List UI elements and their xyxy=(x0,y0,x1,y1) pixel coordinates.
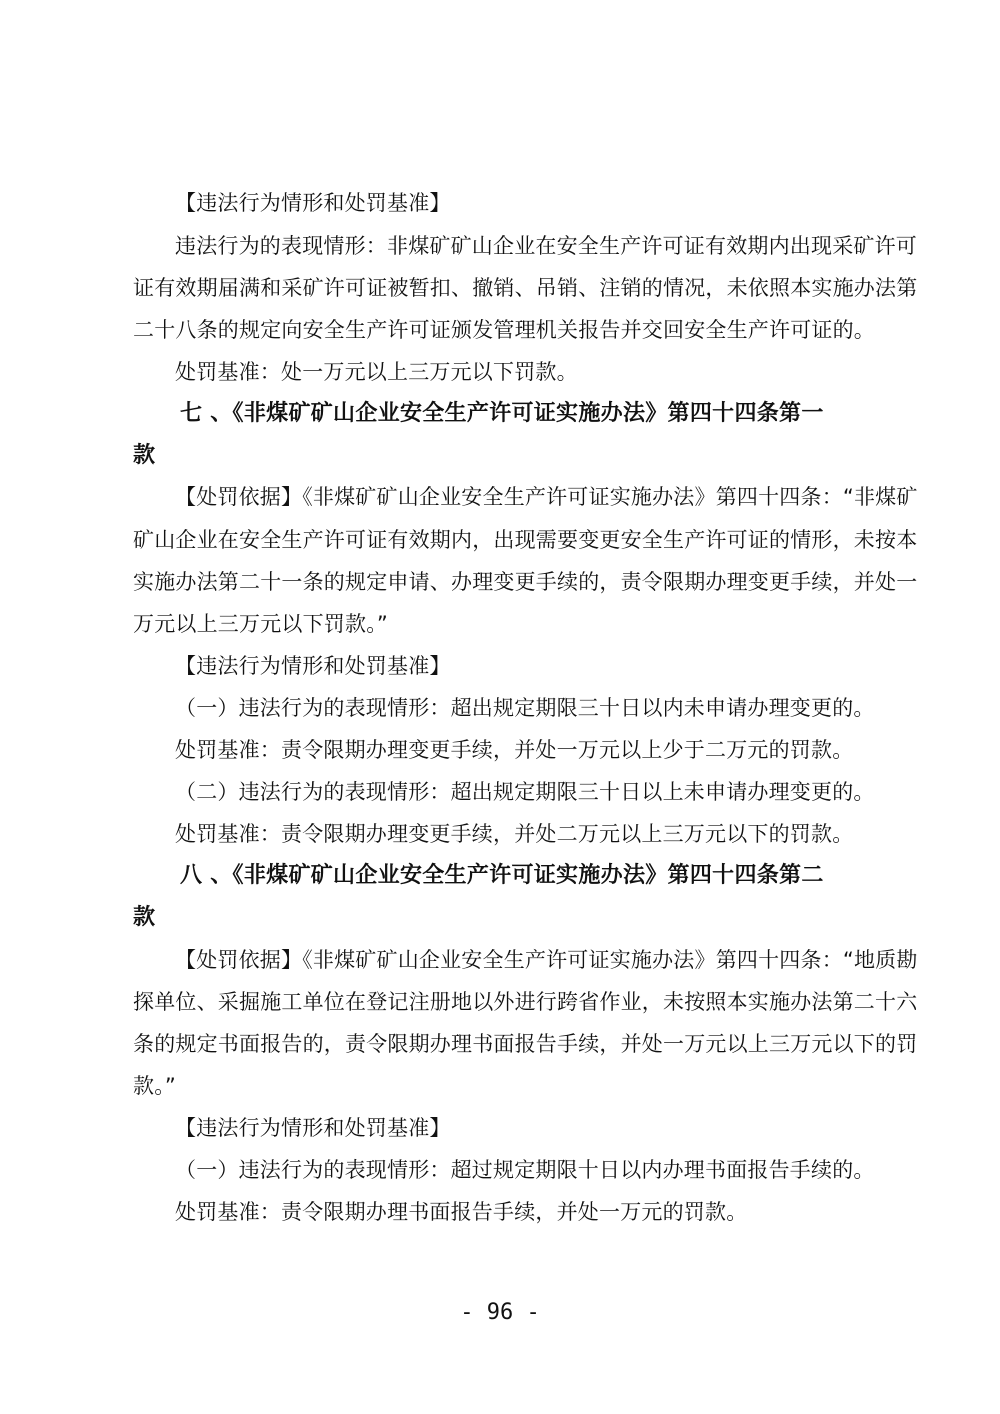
section-label: 【违法行为情形和处罚基准】 xyxy=(175,191,451,215)
penalty-standard: 处罚基准：处一万元以上三万元以下罚款。 xyxy=(175,360,578,384)
article-heading: 七 、《非煤矿矿山企业安全生产许可证实施办法》第四十四条第一 xyxy=(180,400,824,426)
paragraph-line: 款。” xyxy=(133,1074,176,1098)
violation-item: （一）违法行为的表现情形：超出规定期限三十日以内未申请办理变更的。 xyxy=(175,696,875,720)
paragraph-line: 实施办法第二十一条的规定申请、办理变更手续的，责令限期办理变更手续，并处一 xyxy=(133,570,918,594)
paragraph-line: 二十八条的规定向安全生产许可证颁发管理机关报告并交回安全生产许可证的。 xyxy=(133,318,875,342)
paragraph-line: 违法行为的表现情形：非煤矿矿山企业在安全生产许可证有效期内出现采矿许可 xyxy=(175,234,917,258)
penalty-standard: 处罚基准：责令限期办理变更手续，并处二万元以上三万元以下的罚款。 xyxy=(175,822,854,846)
paragraph-line: 探单位、采掘施工单位在登记注册地以外进行跨省作业，未按照本实施办法第二十六 xyxy=(133,990,918,1014)
article-heading-continuation: 款 xyxy=(133,442,156,468)
paragraph-line: 证有效期届满和采矿许可证被暂扣、撤销、吊销、注销的情况，未依照本实施办法第 xyxy=(133,276,918,300)
penalty-standard: 处罚基准：责令限期办理书面报告手续，并处一万元的罚款。 xyxy=(175,1200,748,1224)
page-number: - 96 - xyxy=(460,1300,540,1325)
penalty-basis: 【处罚依据】《非煤矿矿山企业安全生产许可证实施办法》第四十四条：“地质勘 xyxy=(175,948,918,972)
paragraph-line: 万元以上三万元以下罚款。” xyxy=(133,612,388,636)
paragraph-line: 条的规定书面报告的，责令限期办理书面报告手续，并处一万元以上三万元以下的罚 xyxy=(133,1032,918,1056)
penalty-basis: 【处罚依据】《非煤矿矿山企业安全生产许可证实施办法》第四十四条：“非煤矿 xyxy=(175,485,918,509)
article-heading: 八 、《非煤矿矿山企业安全生产许可证实施办法》第四十四条第二 xyxy=(180,862,824,888)
article-heading-continuation: 款 xyxy=(133,904,156,930)
penalty-standard: 处罚基准：责令限期办理变更手续，并处一万元以上少于二万元的罚款。 xyxy=(175,738,854,762)
section-label: 【违法行为情形和处罚基准】 xyxy=(175,654,451,678)
section-label: 【违法行为情形和处罚基准】 xyxy=(175,1116,451,1140)
paragraph-line: 矿山企业在安全生产许可证有效期内，出现需要变更安全生产许可证的情形，未按本 xyxy=(133,528,918,552)
violation-item: （二）违法行为的表现情形：超出规定期限三十日以上未申请办理变更的。 xyxy=(175,780,875,804)
violation-item: （一）违法行为的表现情形：超过规定期限十日以内办理书面报告手续的。 xyxy=(175,1158,875,1182)
